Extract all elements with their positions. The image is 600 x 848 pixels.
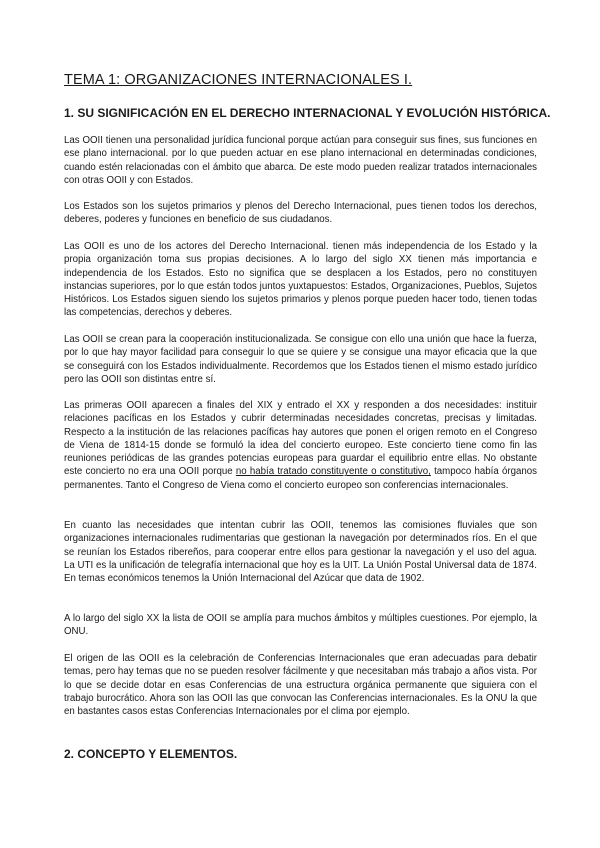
paragraph-5: [64, 399, 537, 492]
paragraph-1: Las OOII tienen una personalidad jurídica funcional porque actúan para conseguir sus fines, sus funciones en ese plano internacional. por lo que pueden actuar en ese plano internacional en determinadas condiciones, cuando estén relacionadas con el ámbito que abarca. De este modo pueden realizar tratados internacionales con otras OOII y con Estados.: [64, 135, 537, 186]
paragraph-4: Las OOII se crean para la cooperación institucionalizada. Se consigue con ello una unión que hace la fuerza, por lo que hay mayor facilidad para conseguir lo que se quiere y se consigue una mayor eficacia que la que se conseguirá con los Estados individualmente. Recordemos que los Estados tienen el mismo estado jurídico pero las OOII son distintas entre sí.: [64, 334, 537, 385]
paragraph-3: Las OOII es uno de los actores del Derecho Internacional. tienen más independencia de los Estado y la propia organización toma sus propias decisiones. A lo largo del siglo XX tienen más importancia e independencia de los Estados. Esto no significa que se desplacen a los Estados, pero no constituyen instancias superiores, por lo que están todos juntos yuxtapuestos: Estados, Organizaciones, Pueblos, Sujetos Históricos. Los Estados siguen siendo los sujetos primarios y plenos porque pueden hacer todo, tienen todas las competencias, derechos y deberes.: [64, 241, 537, 319]
section-1-heading: 1. SU SIGNIFICACIÓN EN EL DERECHO INTERNACIONAL Y EVOLUCIÓN HISTÓRICA.: [64, 106, 551, 120]
paragraph-2: Los Estados son los sujetos primarios y plenos del Derecho Internacional, pues tienen todos los derechos, deberes, poderes y funciones en beneficio de sus ciudadanos.: [64, 201, 537, 226]
paragraph-7: A lo largo del siglo XX la lista de OOII se amplía para muchos ámbitos y múltiples cuestiones. Por ejemplo, la ONU.: [64, 613, 537, 638]
section-2-heading: 2. CONCEPTO Y ELEMENTOS.: [64, 747, 238, 761]
document-title: TEMA 1: ORGANIZACIONES INTERNACIONALES I.: [64, 72, 413, 88]
paragraph-6: En cuanto las necesidades que intentan cubrir las OOII, tenemos las comisiones fluviales que son organizaciones internacionales rudimentarias que gestionan la navegación por determinados ríos. En el que se reunían los Estados ribereños, para cooperar entre ellos para gestionar la navegación y el uso del agua. La UTI es la unificación de telegrafía internacional que hoy es la UIT. La Unión Postal Universal data de 1874. En temas económicos tenemos la Unión Internacional del Azúcar que data de 1902.: [64, 520, 537, 585]
paragraph-5-underlined: no había tratado constituyente o constitutivo,: [235, 466, 431, 478]
paragraph-5-text-a: Las primeras OOII aparecen a finales del XIX y entrado el XX y responden a dos necesidades: instituir relaciones pacíficas en los Estados y cubrir determinadas necesidades concretas, precisas y limitadas. Respecto a la institución de las relaciones pacíficas hay autores que ponen el origen remoto en el Congreso de Viena de 1814-15 donde se formuló la idea del concierto europeo. Este concierto tiene como fin las reuniones periódicas de las grandes potencias europeas para guardar el equilibrio entre ellas. No obstante este concierto no era una OOII porque: [64, 400, 537, 478]
paragraph-8: El origen de las OOII es la celebración de Conferencias Internacionales que eran adecuadas para debatir temas, pero hay temas que no se pueden resolver fácilmente y que necesitaban más trabajo a años vista. Por lo que se decide dotar en esas Conferencias de una estructura orgánica permanente que siguiera con el trabajo burocrático. Ahora son las OOII las que convocan las Conferencias internacionales. Es la ONU la que en bastantes casos estas Conferencias Internacionales por el clima por ejemplo.: [64, 653, 537, 718]
paragraph-5-text-b: tampoco había órganos permanentes. Tanto el Congreso de Viena como el concierto europeo son conferencias internacionales.: [64, 466, 537, 491]
